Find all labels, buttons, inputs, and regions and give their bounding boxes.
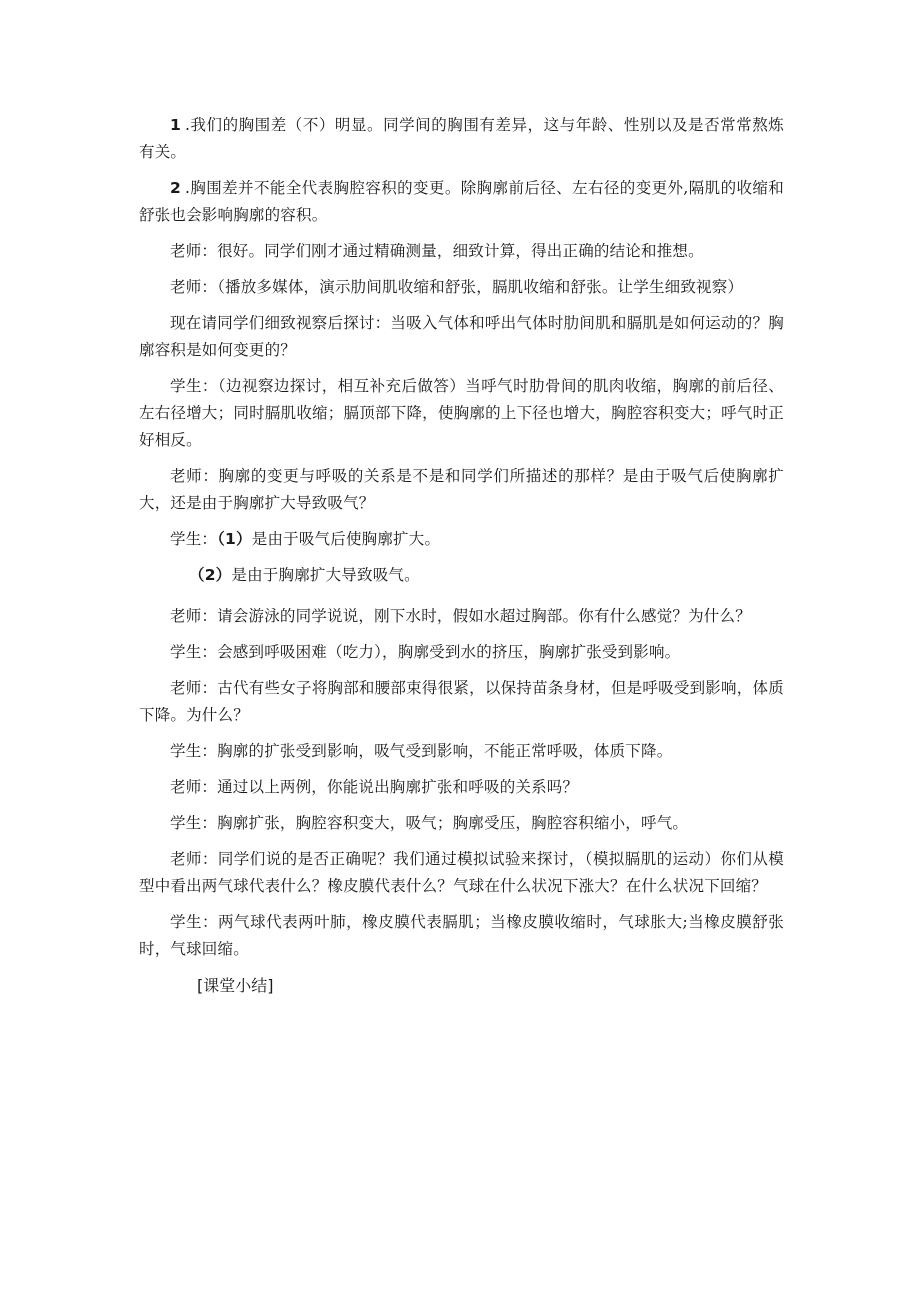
option-number: （2） bbox=[189, 566, 232, 584]
paragraph-text: 老师：很好。同学们刚才通过精确测量，细致计算，得出正确的结论和推想。 bbox=[170, 242, 704, 260]
paragraph-text: 老师：请会游泳的同学说说，刚下水时，假如水超过胸部。你有什么感觉？为什么？ bbox=[170, 607, 751, 625]
paragraph-teacher-4 bbox=[139, 603, 784, 630]
paragraph-teacher-5 bbox=[139, 675, 784, 729]
paragraph-teacher-3 bbox=[139, 463, 784, 517]
paragraph-teacher-6 bbox=[139, 774, 784, 801]
paragraph-text: 老师：古代有些女子将胸部和腰部束得很紧，以保持苗条身材，但是呼吸受到影响，体质下降。为什么？ bbox=[139, 679, 784, 724]
paragraph-teacher-2 bbox=[139, 274, 784, 301]
paragraph-text: 是由于胸廓扩大导致吸气。 bbox=[231, 566, 420, 584]
paragraph-text: 老师：通过以上两例，你能说出胸廓扩张和呼吸的关系吗？ bbox=[170, 778, 579, 796]
document-page bbox=[139, 112, 784, 999]
paragraph-student-1 bbox=[139, 373, 784, 454]
option-number: （1） bbox=[217, 530, 252, 548]
paragraph-student-5 bbox=[139, 909, 784, 963]
paragraph-text: .我们的胸围差（不）明显。同学间的胸围有差异，这与年龄、性别以及是否常常熬炼有关。 bbox=[139, 116, 784, 161]
paragraph-text: 学生：胸廓的扩张受到影响，吸气受到影响，不能正常呼吸，体质下降。 bbox=[170, 742, 673, 760]
paragraph-text: 老师：（播放多媒体，演示肋间肌收缩和舒张，膈肌收缩和舒张。让学生细致视察） bbox=[170, 278, 744, 296]
paragraph-text: 学生：会感到呼吸困难（吃力），胸廓受到水的挤压，胸廓扩张受到影响。 bbox=[170, 643, 681, 661]
paragraph-student-4 bbox=[139, 810, 784, 837]
paragraph-text: 老师：同学们说的是否正确呢？我们通过模拟试验来探讨，（模拟膈肌的运动）你们从模型中看出两气球代表什么？橡皮膜代表什么？气球在什么状况下涨大？在什么状况下回缩？ bbox=[139, 850, 784, 895]
paragraph-text: 老师：胸廓的变更与呼吸的关系是不是和同学们所描述的那样？是由于吸气后使胸廓扩大，还是由于胸廓扩大导致吸气？ bbox=[139, 467, 784, 512]
paragraph-text: .胸围差并不能全代表胸腔容积的变更。除胸廓前后径、左右径的变更外,隔肌的收缩和舒张也会影响胸廓的容积。 bbox=[139, 179, 784, 224]
paragraph-text: 学生：胸廓扩张，胸腔容积变大，吸气；胸廓受压，胸腔容积缩小，呼气。 bbox=[170, 814, 689, 832]
paragraph-teacher-1 bbox=[139, 238, 784, 265]
paragraph-text: 是由于吸气后使胸廓扩大。 bbox=[251, 530, 441, 548]
point-number: 2 bbox=[170, 179, 181, 197]
paragraph-point-1 bbox=[139, 112, 784, 166]
paragraph-text: 现在请同学们细致视察后探讨：当吸入气体和呼出气体时肋间肌和膈肌是如何运动的？胸廓容积是如何变更的？ bbox=[139, 314, 784, 359]
paragraph-point-2 bbox=[139, 175, 784, 229]
paragraph-text: 学生：（边视察边探讨，相互补充后做答）当呼气时肋骨间的肌肉收缩，胸廓的前后径、左右径增大；同时膈肌收缩；膈顶部下降，使胸廓的上下径也增大，胸腔容积变大；呼气时正好相反。 bbox=[139, 377, 784, 449]
paragraph-discussion bbox=[139, 310, 784, 364]
section-heading-summary: [课堂小结] bbox=[197, 976, 274, 995]
paragraph-student-3 bbox=[139, 738, 784, 765]
paragraph-student-2 bbox=[139, 639, 784, 666]
paragraph-student-option-2 bbox=[139, 562, 784, 589]
speaker-prefix: 学生： bbox=[170, 530, 218, 548]
paragraph-text: 学生：两气球代表两叶肺，橡皮膜代表膈肌；当橡皮膜收缩时，气球胀大;当橡皮膜舒张时，气球回缩。 bbox=[139, 913, 784, 958]
point-number: 1 bbox=[170, 116, 181, 134]
paragraph-student-option-1 bbox=[139, 526, 784, 553]
paragraph-teacher-7 bbox=[139, 846, 784, 900]
